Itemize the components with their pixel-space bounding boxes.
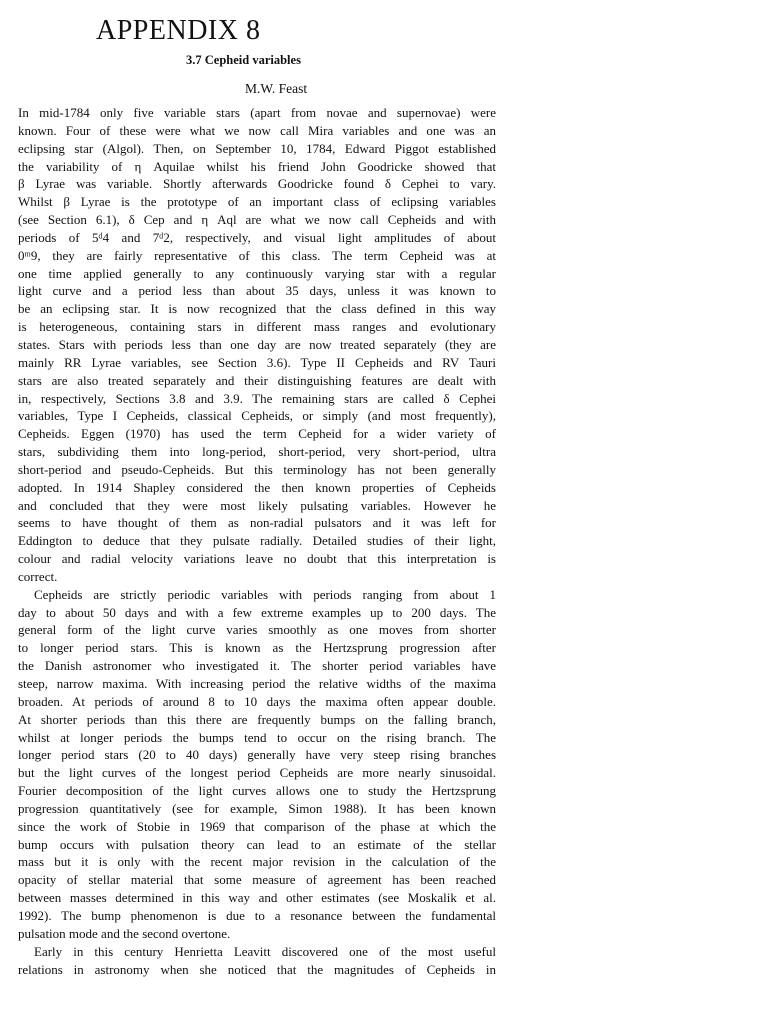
- text-line: Fourier decomposition of the light curves allows one to study the Hertzsprung: [18, 783, 496, 799]
- text-line: stars are also treated separately and their distinguishing features are dealt with: [18, 372, 496, 388]
- text-line: Cepheids. Eggen (1970) has used the term Cepheid for a wider variety of: [18, 426, 496, 442]
- text-line: periods of 5ᵈ4 and 7ᵈ2, respectively, and visual light amplitudes of about: [18, 229, 496, 245]
- text-line: short-period and pseudo-Cepheids. But this terminology has not been generally: [18, 461, 496, 477]
- text-line: correct.: [18, 568, 58, 584]
- text-line: mass but it is only with the recent major revision in the calculation of the: [18, 854, 496, 870]
- text-line: (see Section 6.1), δ Cep and η Aql are what we now call Cepheids and with: [18, 212, 496, 228]
- text-line: in, respectively, Sections 3.8 and 3.9. The remaining stars are called δ Cephei: [18, 390, 496, 406]
- text-line: Whilst β Lyrae is the prototype of an important class of eclipsing variables: [18, 194, 496, 210]
- text-line: seems to have thought of them as non-radial pulsators and it was left for: [18, 515, 496, 531]
- text-line: variables, Type I Cepheids, classical Cepheids, or simply (and most frequently),: [18, 408, 496, 424]
- text-line: the variability of η Aquilae whilst his friend John Goodricke showed that: [18, 158, 496, 174]
- text-line: relations in astronomy when she noticed that the magnitudes of Cepheids in: [18, 961, 496, 977]
- appendix-title: APPENDIX 8: [96, 15, 261, 46]
- text-line: steep, narrow maxima. With increasing period the relative widths of the maxima: [18, 676, 496, 691]
- text-line: broaden. At periods of around 8 to 10 days the maxima often appear double.: [18, 693, 496, 709]
- text-line: Cepheids are strictly periodic variables with periods ranging from about 1: [34, 586, 496, 602]
- text-line: pulsation mode and the second overtone.: [18, 925, 231, 941]
- text-line: 1992). The bump phenomenon is due to a resonance between the fundamental: [18, 907, 496, 923]
- text-line: 0ᵐ9, they are fairly representative of this class. The term Cepheid was at: [18, 247, 496, 263]
- text-line: In mid-1784 only five variable stars (apart from novae and supernovae) were: [18, 105, 496, 120]
- text-line: day to about 50 days and with a few extreme examples up to 200 days. The: [18, 604, 496, 620]
- text-line: general form of the light curve varies smoothly as one moves from shorter: [18, 622, 496, 638]
- text-line: opacity of stellar material that some measure of agreement has been reached: [18, 872, 496, 888]
- author-name: M.W. Feast: [245, 81, 308, 96]
- text-line: the Danish astronomer who investigated it. The shorter period variables have: [18, 658, 496, 674]
- text-line: colour and radial velocity variations leave no doubt that this interpretation is: [18, 551, 496, 567]
- text-line: states. Stars with periods less than one day are now treated separately (they are: [18, 336, 496, 352]
- text-line: known. Four of these were what we now call Mira variables and one was an: [18, 122, 496, 138]
- section-heading: 3.7 Cepheid variables: [186, 53, 301, 67]
- text-line: adopted. In 1914 Shapley considered the then known properties of Cepheids: [18, 479, 496, 495]
- text-line: Early in this century Henrietta Leavitt discovered one of the most useful: [34, 943, 496, 959]
- text-line: and concluded that they were most likely pulsating variables. However he: [18, 497, 496, 513]
- text-line: stars, subdividing them into long-period, short-period, very short-period, ultra: [18, 444, 496, 460]
- text-line: β Lyrae was variable. Shortly afterwards Goodricke found δ Cephei to vary.: [18, 176, 496, 192]
- text-line: but the light curves of the longest period Cepheids are more nearly sinusoidal.: [18, 765, 496, 781]
- text-line: be an eclipsing star. It is now recognized that the class defined in this way: [18, 301, 496, 317]
- text-line: between masses determined in this way and other estimates (see Moskalik et al.: [18, 890, 496, 906]
- text-line: light curve and a period less than about 35 days, unless it was known to: [18, 283, 496, 299]
- text-line: At shorter periods than this there are frequently bumps on the falling branch,: [18, 711, 496, 727]
- text-line: longer period stars (20 to 40 days) generally have very steep rising branches: [18, 747, 496, 763]
- text-line: to longer period stars. This is known as the Hertzsprung progression after: [18, 640, 496, 656]
- text-line: bump occurs with pulsation theory can lead to an estimate of the stellar: [18, 836, 496, 852]
- text-line: Eddington to deduce that they pulsate radially. Detailed studies of their light,: [18, 533, 496, 549]
- text-line: eclipsing star (Algol). Then, on September 10, 1784, Edward Piggot established: [18, 140, 496, 156]
- text-line: one time applied generally to any continuously varying star with a regular: [18, 265, 496, 281]
- text-line: since the work of Stobie in 1969 that comparison of the phase at which the: [18, 818, 496, 834]
- text-line: is heterogeneous, containing stars in different mass ranges and evolutionary: [18, 319, 496, 335]
- text-line: mainly RR Lyrae variables, see Section 3.6). Type II Cepheids and RV Tauri: [18, 354, 496, 370]
- text-line: whilst at longer periods the bumps tend to occur on the rising branch. The: [18, 729, 496, 745]
- text-line: progression quantitatively (see for example, Simon 1988). It has been known: [18, 800, 496, 816]
- body-text: [18, 104, 496, 978]
